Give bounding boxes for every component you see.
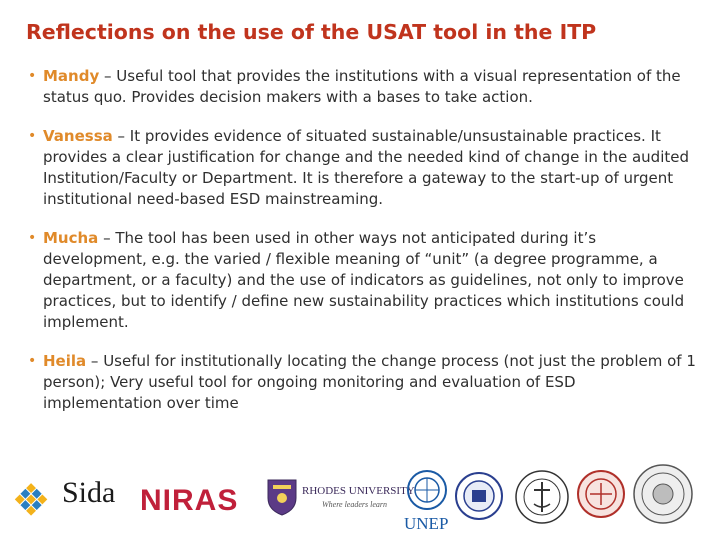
- bullet-text: Useful for institutionally locating the change process (not just the problem of 1 person); Very useful tool for ongoing monitoring and evaluation of ESD implementation over time: [43, 352, 696, 412]
- bullet-dot-icon: •: [28, 230, 37, 246]
- bullet-dot-icon: •: [28, 128, 37, 144]
- speaker-name: Vanessa: [43, 127, 113, 145]
- unep-logo-text: UNEP: [404, 514, 449, 533]
- bullet-item: • Vanessa – It provides evidence of situated sustainable/unsustainable practices. It provides a clear justification for change and the needed kind of change in the audited Institution/Faculty or Department. It is therefore a gateway to the start-up of urgent institutional need-based ESD mainstreaming.: [28, 127, 690, 208]
- speaker-name: Mucha: [43, 229, 99, 247]
- university-seal-icon: [576, 464, 626, 524]
- bullet-text: It provides evidence of situated sustainable/unsustainable practices. It provides a clear justification for change and the needed kind of change in the audited Institution/Faculty or Department. It is therefore a gateway to the start-up of urgent institutional need-based ESD mainstreaming.: [43, 127, 690, 208]
- bullet-dot-icon: •: [28, 68, 37, 84]
- bullet-item: • Mandy – Useful tool that provides the institutions with a visual representation of the status quo. Provides decision makers with a bases to take action.: [28, 67, 681, 106]
- slide-title: Reflections on the use of the USAT tool in the ITP: [26, 20, 597, 44]
- bullet-list: [26, 66, 696, 432]
- niras-logo-text: NIRAS: [140, 484, 239, 517]
- university-seal-icon: [632, 462, 694, 526]
- sida-logo-icon: [14, 478, 58, 518]
- rhodes-crest-icon: [266, 478, 298, 516]
- university-crest-icon: [514, 464, 570, 530]
- unep-emblem-icon: [406, 468, 448, 512]
- bullet-item: • Heila – Useful for institutionally locating the change process (not just the problem of 1 person); Very useful tool for ongoing monitoring and evaluation of ESD implementation over time: [28, 352, 696, 412]
- rhodes-logo-text: RHODES UNIVERSITY: [302, 485, 415, 497]
- speaker-name: Heila: [43, 352, 87, 370]
- bullet-item: • Mucha – The tool has been used in other ways not anticipated during it’s development, e.g. the varied / flexible meaning of “unit” (a degree programme, a department, or a faculty) and the use of indicators as guidelines, not only to improve practices, but to identify / define new sustainability practices which institutions could implement.: [28, 229, 685, 331]
- rhodes-tagline: Where leaders learn: [322, 500, 388, 509]
- bullet-dot-icon: •: [28, 353, 37, 369]
- sida-logo-text: Sida: [62, 476, 116, 509]
- bullet-text: The tool has been used in other ways not anticipated during it’s development, e.g. the varied / flexible meaning of “unit” (a degree programme, a department, or a faculty) and the use of indicators as guidelines, not only to improve practices, but to identify / define new sustainability practices which institutions could implement.: [43, 229, 685, 331]
- partner-logos: [0, 458, 720, 538]
- university-seal-icon: [454, 466, 504, 526]
- speaker-name: Mandy: [43, 67, 100, 85]
- bullet-text: Useful tool that provides the institutions with a visual representation of the status quo. Provides decision makers with a bases to take action.: [43, 67, 681, 106]
